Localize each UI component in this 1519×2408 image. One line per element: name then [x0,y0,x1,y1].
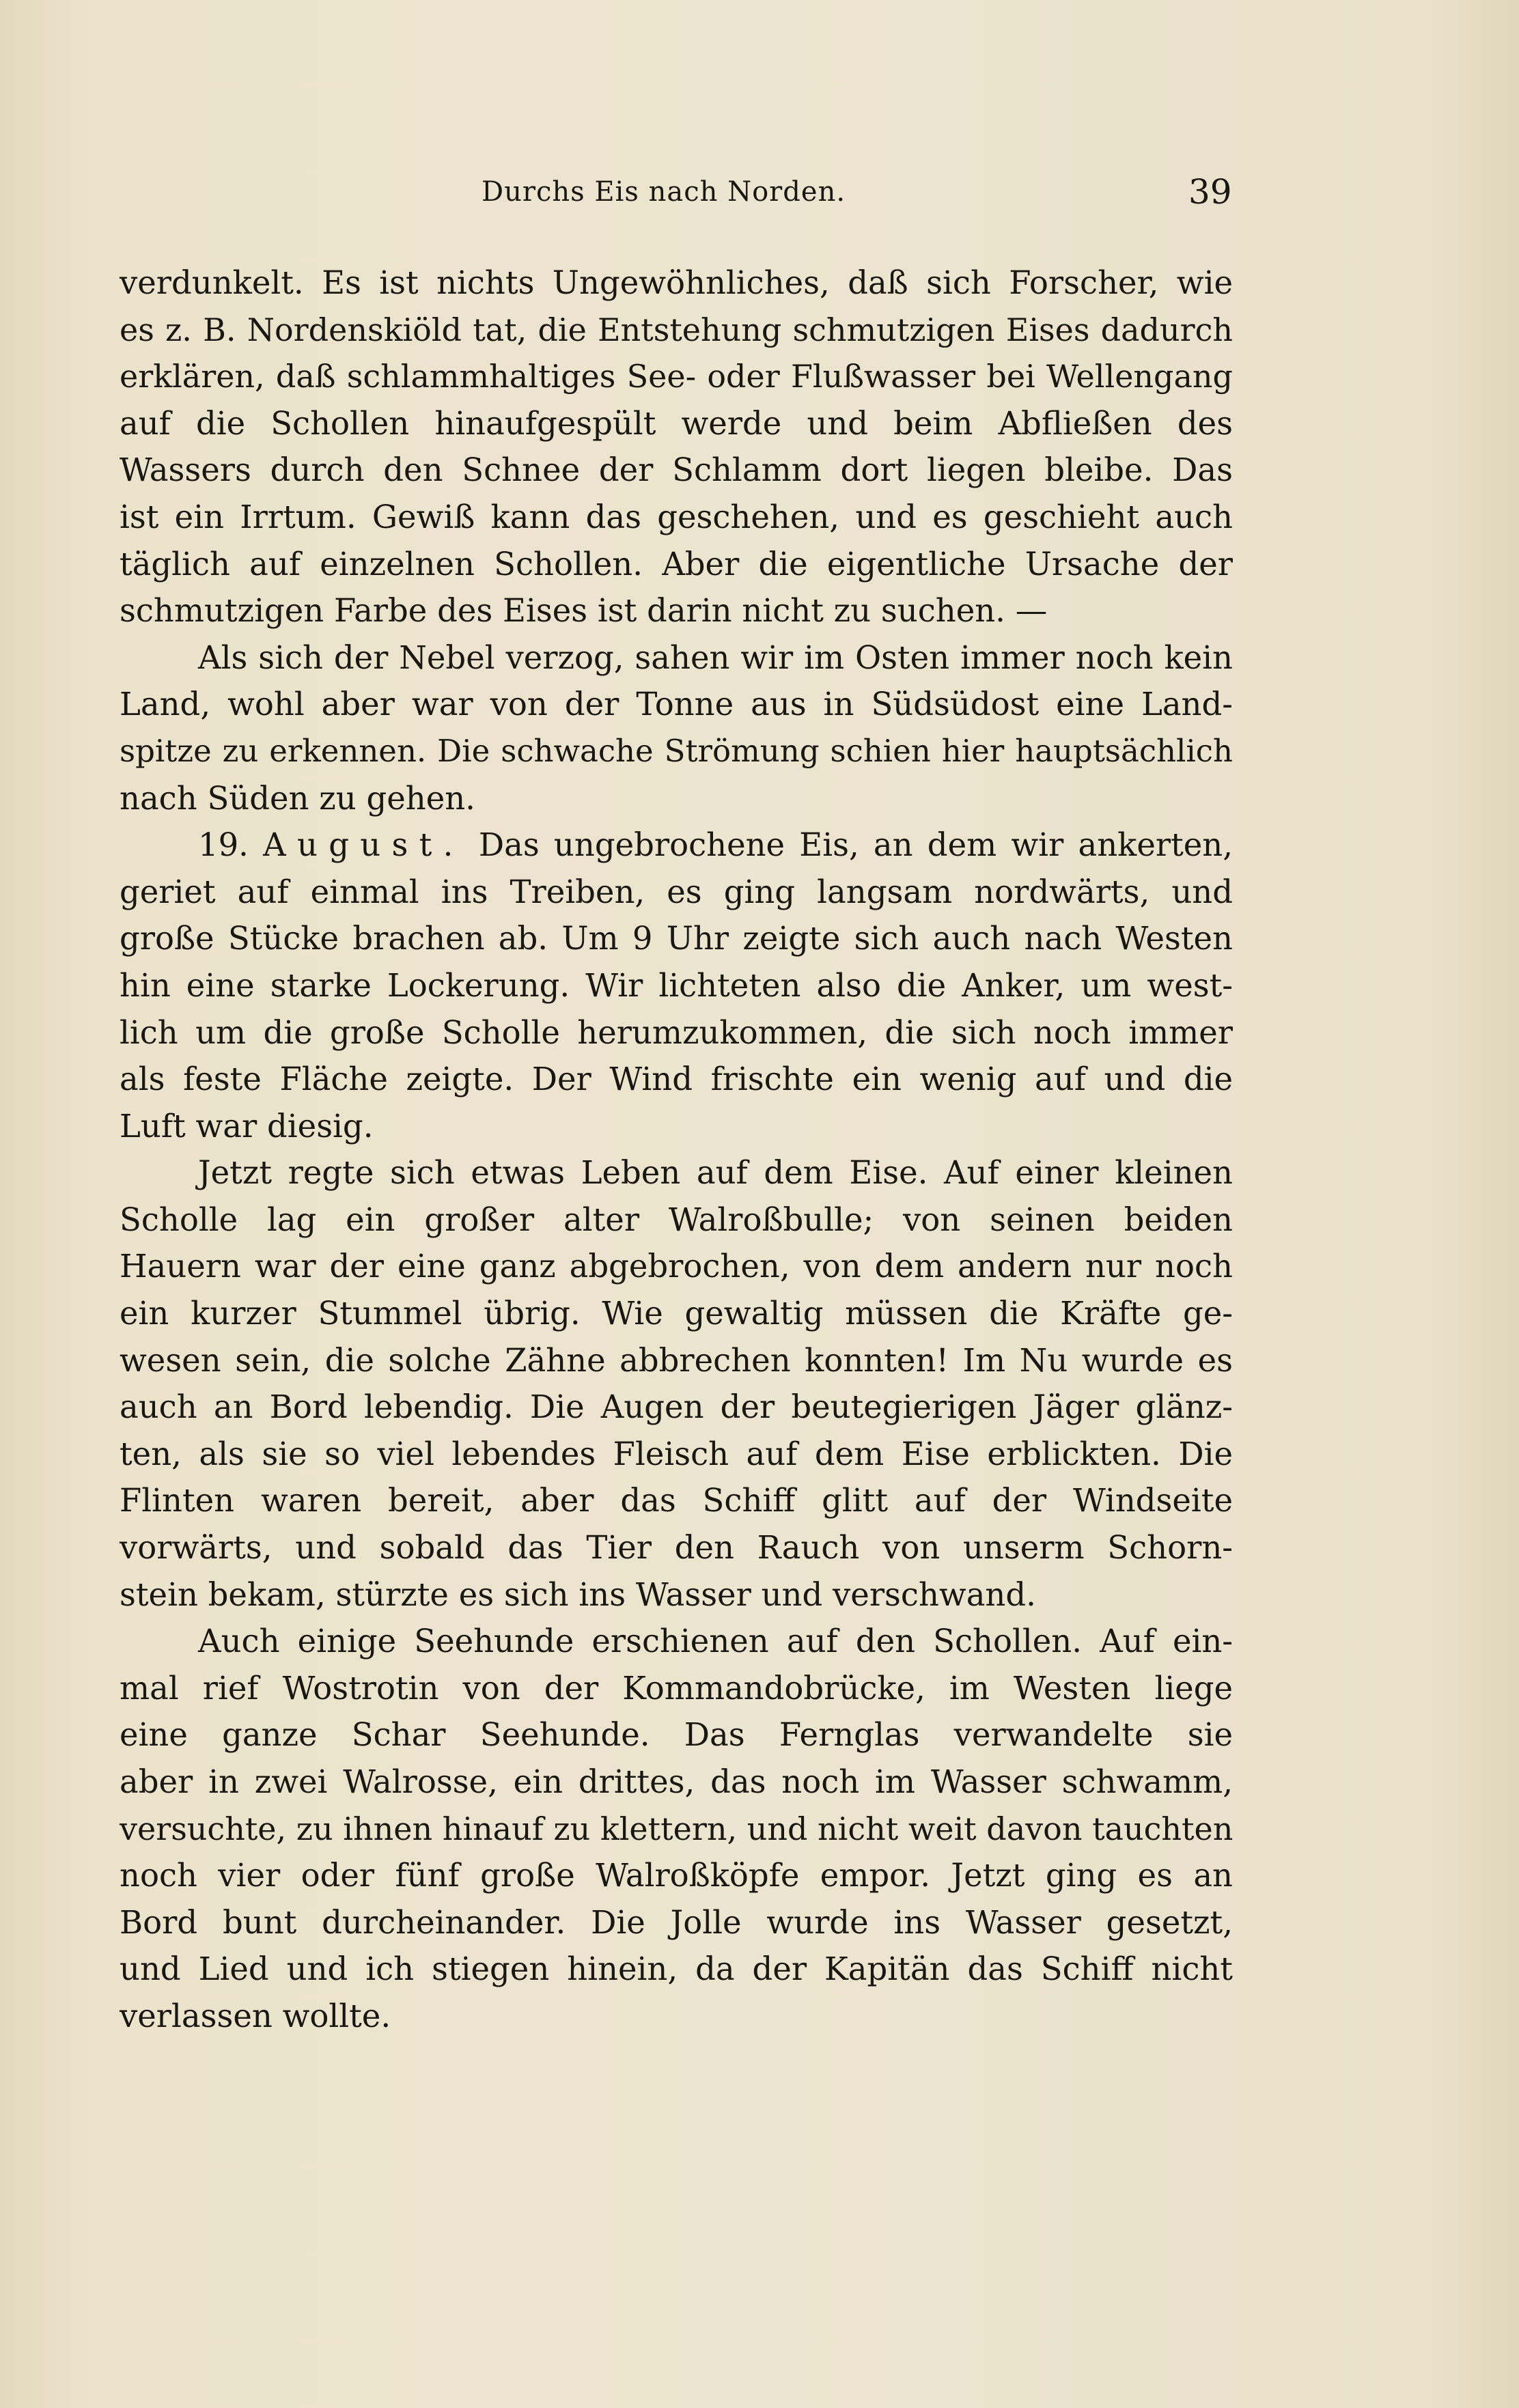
text-line: schmutzigen Farbe des Eises ist darin nicht zu suchen. — [120,592,1048,630]
text-line: nach Süden zu gehen. [120,779,475,817]
text-line: ein kurzer Stummel übrig. Wie gewaltig müssen die Kräfte ge- [120,1295,1233,1332]
text-line: Flinten waren bereit, aber das Schiff glitt auf der Windseite [120,1482,1233,1520]
text-line: ist ein Irrtum. Gewiß kann das geschehen, und es geschieht auch [120,498,1233,535]
text-line: Hauern war der eine ganz abgebrochen, von dem andern nur noch [120,1248,1233,1285]
text-line [120,822,1233,869]
text-line: verdunkelt. Es ist nichts Ungewöhnliches, daß sich Forscher, wie [120,264,1233,301]
text-line: Auch einige Seehunde erschienen auf den Schollen. Auf ein- [198,1623,1233,1660]
text-line: ten, als sie so viel lebendes Fleisch auf dem Eise erblickten. Die [120,1435,1233,1472]
paragraph-2 [120,634,1233,822]
text-line: aber in zwei Walrosse, ein drittes, das noch im Wasser schwamm, [120,1763,1233,1800]
text-line: Als sich der Nebel verzog, sahen wir im Osten immer noch kein [198,639,1233,676]
text-line: vorwärts, und sobald das Tier den Rauch von unserm Schorn- [120,1529,1233,1567]
text-line: Scholle lag ein großer alter Walroßbulle; von seinen beiden [120,1201,1233,1238]
text-line: täglich auf einzelnen Schollen. Aber die eigentliche Ursache der [120,545,1233,583]
text-line: stein bekam, stürzte es sich ins Wasser und verschwand. [120,1576,1036,1613]
running-head: Durchs Eis nach Norden. [482,176,846,208]
text-line: versuchte, zu ihnen hinauf zu klettern, und nicht weit davon tauchten [120,1810,1234,1847]
text-line: es z. B. Nordenskiöld tat, die Entstehung schmutzigen Eises dadurch [120,311,1233,348]
text-line: verlassen wollte. [120,1997,391,2034]
entry-date-day: 19. [198,826,249,864]
text-line: lich um die große Scholle herumzukommen, die sich noch immer [120,1013,1233,1051]
text-line: Jetzt regte sich etwas Leben auf dem Eise. Auf einer kleinen [198,1154,1233,1192]
text-line: eine ganze Schar Seehunde. Das Fernglas verwandelte sie [120,1716,1233,1754]
text-line: als feste Fläche zeigte. Der Wind frischte ein wenig auf und die [120,1061,1233,1098]
text-line: spitze zu erkennen. Die schwache Strömung schien hier hauptsächlich [120,732,1233,769]
page-number: 39 [1188,172,1232,212]
text-line: noch vier oder fünf große Walroßköpfe empor. Jetzt ging es an [120,1857,1233,1894]
text-line: Wassers durch den Schnee der Schlamm dort liegen bleibe. Das [120,451,1233,489]
entry-first-line-text: Das ungebrochene Eis, an dem wir ankerten, [478,826,1234,864]
text-line: Luft war diesig. [120,1107,374,1145]
text-line: Bord bunt durcheinander. Die Jolle wurde ins Wasser gesetzt, [120,1903,1233,1941]
text-line: geriet auf einmal ins Treiben, es ging langsam nordwärts, und [120,873,1233,910]
paragraph-3 [120,822,1233,1149]
text-line: große Stücke brachen ab. Um 9 Uhr zeigte sich auch nach Westen [120,920,1233,957]
text-line: auch an Bord lebendig. Die Augen der beutegierigen Jäger glänz- [120,1388,1233,1426]
text-line: wesen sein, die solche Zähne abbrechen konnten! Im Nu wurde es [120,1341,1233,1379]
paragraph-1 [120,260,1233,634]
text-line: und Lied und ich stiegen hinein, da der Kapitän das Schiff nicht [120,1950,1233,1988]
paragraph-5 [120,1618,1233,2039]
text-line: hin eine starke Lockerung. Wir lichteten also die Anker, um west- [120,966,1233,1004]
body-text [120,260,1233,2040]
paragraph-4 [120,1149,1233,1618]
text-line: Land, wohl aber war von der Tonne aus in Südsüdost eine Land- [120,686,1233,723]
text-line: mal rief Wostrotin von der Kommandobrücke, im Westen liege [120,1669,1233,1707]
entry-date-month: August. [263,826,464,864]
text-line: erklären, daß schlammhaltiges See- oder Flußwasser bei Wellengang [120,358,1233,395]
text-line: auf die Schollen hinaufgespült werde und beim Abfließen des [120,404,1233,442]
